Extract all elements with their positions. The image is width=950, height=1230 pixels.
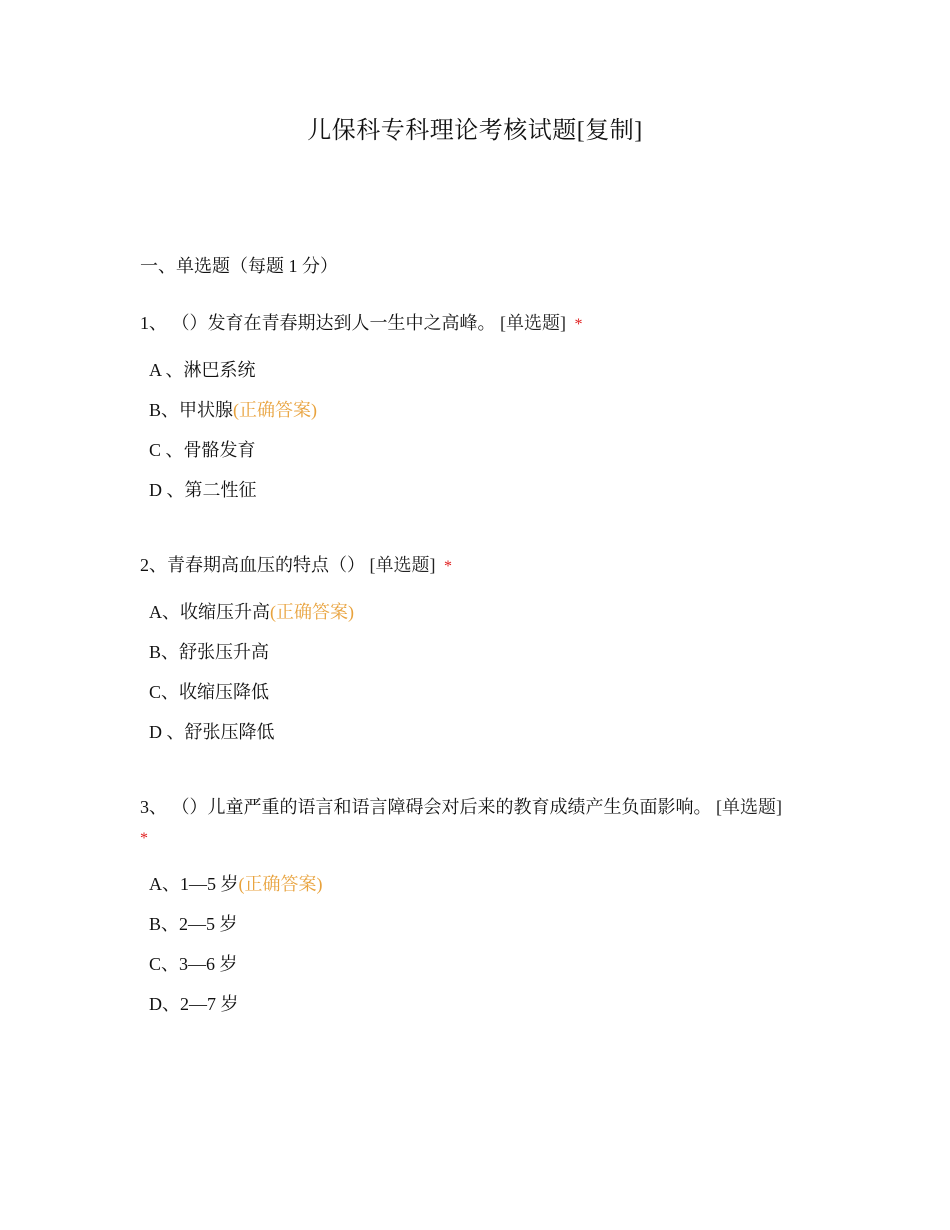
correct-answer-mark: (正确答案): [238, 874, 323, 894]
question-text: 2、青春期高血压的特点（）: [140, 555, 365, 575]
option-b: [149, 632, 810, 672]
question-3: [140, 792, 810, 1024]
option-list: [140, 592, 810, 752]
option-text: C、收缩压降低: [149, 682, 270, 702]
correct-answer-mark: (正确答案): [270, 602, 354, 622]
option-text: B、舒张压升高: [149, 642, 270, 662]
question-type-label: [单选题]: [500, 313, 566, 333]
option-d: [149, 712, 810, 752]
question-text: 1、 （）发育在青春期达到人一生中之高峰。: [140, 313, 496, 333]
option-list: [140, 864, 810, 1024]
question-2: [140, 550, 810, 752]
required-star: *: [444, 558, 452, 575]
question-text: 3、 （）儿童严重的语言和语言障碍会对后来的教育成绩产生负面影响。: [140, 797, 712, 817]
option-text: A、收缩压升高: [149, 602, 270, 622]
option-list: [140, 350, 810, 510]
question-stem: [140, 550, 810, 582]
correct-answer-mark: (正确答案): [233, 400, 318, 420]
option-b: [149, 390, 810, 430]
option-c: [149, 944, 810, 984]
option-a: [149, 350, 810, 390]
question-1: [140, 308, 810, 510]
option-text: B、2—5 岁: [149, 914, 238, 934]
option-c: [149, 430, 810, 470]
option-text: D 、舒张压降低: [149, 722, 275, 742]
option-text: C、3—6 岁: [149, 954, 238, 974]
option-a: [149, 592, 810, 632]
option-text: A、1—5 岁: [149, 874, 239, 894]
option-text: D、2—7 岁: [149, 994, 239, 1014]
option-b: [149, 904, 810, 944]
option-text: A 、淋巴系统: [149, 360, 256, 380]
option-d: [149, 470, 810, 510]
question-type-label: [单选题]: [716, 797, 782, 817]
required-star: *: [574, 316, 583, 333]
option-text: C 、骨骼发育: [149, 440, 256, 460]
option-text: D 、第二性征: [149, 480, 257, 500]
required-star: *: [140, 830, 148, 847]
document-title: 儿保科专科理论考核试题[复制]: [307, 118, 643, 144]
option-c: [149, 672, 810, 712]
option-a: [149, 864, 810, 904]
section-heading: 一、单选题（每题 1 分）: [140, 256, 338, 276]
option-d: [149, 984, 810, 1024]
question-type-label: [单选题]: [369, 555, 436, 575]
question-stem: [140, 792, 810, 854]
question-stem: [140, 308, 810, 340]
option-text: B、甲状腺: [149, 400, 234, 420]
